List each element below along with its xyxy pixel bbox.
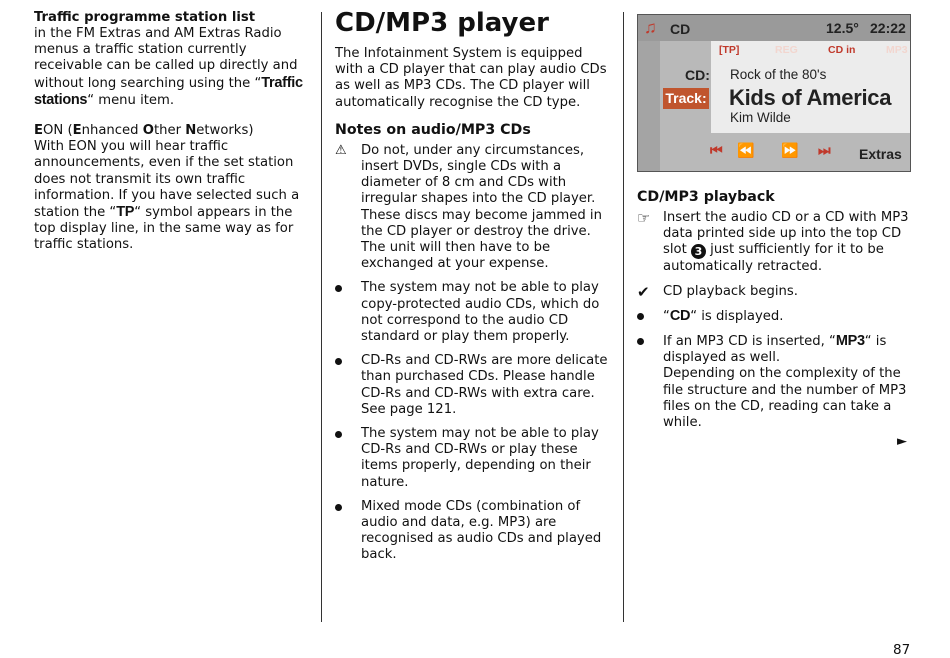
text-run: “ symbol appears in the top display line, in the same way as for traffic stations. bbox=[34, 205, 294, 253]
step-text bbox=[663, 210, 912, 276]
cd-player-display bbox=[637, 14, 911, 172]
result-text: CD playback begins. bbox=[663, 283, 798, 299]
cd-label: CD: bbox=[685, 67, 710, 83]
traffic-stations-label: Traffic stations bbox=[34, 74, 303, 108]
display-temperature: 12.5° bbox=[826, 20, 859, 36]
step-item bbox=[637, 210, 912, 276]
result-item bbox=[637, 284, 912, 300]
text-run: ther bbox=[153, 123, 186, 139]
extras-button[interactable]: Extras bbox=[859, 146, 902, 162]
artist-name: Kim Wilde bbox=[730, 110, 791, 125]
cd-symbol-label: CD bbox=[669, 307, 691, 324]
display-time: 22:22 bbox=[870, 20, 906, 36]
column-divider-left bbox=[321, 12, 322, 622]
bullet-icon bbox=[335, 499, 342, 516]
warning-text: Do not, under any circumstances, insert DVDs, single CDs with a diameter of 8 cm and CDs with irregular shapes into the CD player. These discs may become jammed in the CD player or destroy the drive. The unit will then have to be exchanged at your expense. bbox=[361, 142, 602, 272]
page-number: 87 bbox=[893, 642, 911, 658]
bullet-text bbox=[663, 333, 912, 366]
music-note-icon: ♫ bbox=[644, 18, 657, 37]
status-cd-in: CD in bbox=[828, 44, 856, 56]
bullet-icon bbox=[335, 353, 342, 370]
text-run: Insert the audio CD or a CD with MP3 data printed side up into the top CD slot bbox=[663, 210, 909, 258]
eon-text bbox=[34, 139, 309, 253]
bullet-icon bbox=[637, 308, 644, 325]
bullet-icon bbox=[637, 333, 644, 350]
text-run: “ is displayed as well. bbox=[663, 334, 887, 366]
intro-text: The Infotainment System is equipped with a CD player that can play audio CDs as well as MP3 CDs. The CD player will automatically recognise the CD type. bbox=[335, 46, 607, 110]
text-run: etworks) bbox=[196, 123, 254, 139]
text-run: ON ( bbox=[43, 123, 73, 139]
tp-symbol-label: TP bbox=[116, 204, 135, 221]
warning-item bbox=[335, 143, 610, 273]
display-source: CD bbox=[670, 21, 691, 37]
eon-heading bbox=[34, 123, 309, 139]
right-column bbox=[637, 14, 912, 439]
bullet-text: CD-Rs and CD-RWs are more delicate than purchased CDs. Please handle CD-Rs and CD-RWs with extra care. See page 121. bbox=[361, 353, 608, 417]
status-mp3: MP3 bbox=[886, 44, 908, 56]
hand-pointer-icon: ☞ bbox=[637, 209, 651, 227]
bullet-icon bbox=[335, 280, 342, 297]
text-run: E bbox=[34, 123, 44, 139]
previous-track-icon[interactable]: ⏮ bbox=[710, 142, 721, 158]
warning-icon: ⚠ bbox=[335, 142, 347, 158]
checkmark-icon: ✔ bbox=[637, 282, 650, 301]
status-reg: REG bbox=[775, 44, 798, 56]
text-run: “ menu item. bbox=[87, 92, 175, 108]
text-run: “ is displayed. bbox=[690, 308, 784, 324]
list-item bbox=[335, 353, 610, 418]
text-run: “ bbox=[663, 308, 670, 324]
rewind-icon[interactable]: ⏪ bbox=[737, 142, 753, 158]
list-item bbox=[637, 333, 912, 431]
bullet-text: The system may not be able to play CD-Rs and CD-RWs or play these items properly, depending on their nature. bbox=[361, 426, 599, 490]
album-name: Rock of the 80's bbox=[730, 67, 827, 82]
text-run: N bbox=[185, 123, 197, 139]
traffic-list-text bbox=[34, 26, 309, 109]
text-run: nhanced bbox=[81, 123, 143, 139]
text-run: E bbox=[72, 123, 82, 139]
next-track-icon[interactable]: ⏭ bbox=[818, 142, 829, 158]
text-run: in the FM Extras and AM Extras Radio menus a traffic station currently receivable can be called up directly and without long searching using the “ bbox=[34, 26, 298, 91]
bullet-text: Mixed mode CDs (combination of audio and data, e.g. MP3) are recognised as audio CDs and played back. bbox=[361, 498, 602, 563]
column-divider-right bbox=[623, 12, 624, 622]
middle-column bbox=[335, 8, 610, 572]
mp3-symbol-label: MP3 bbox=[835, 333, 865, 350]
playback-heading: CD/MP3 playback bbox=[637, 189, 775, 205]
list-item bbox=[335, 280, 610, 345]
left-column bbox=[34, 10, 309, 254]
track-label: Track: bbox=[663, 88, 709, 109]
text-run: just sufficiently for it to be automatically retracted. bbox=[663, 242, 884, 275]
next-page-arrow-icon: ► bbox=[897, 434, 907, 449]
list-item bbox=[637, 308, 912, 325]
bullet-text bbox=[663, 308, 912, 325]
slot-number-badge: 3 bbox=[691, 244, 706, 259]
text-run: With EON you will hear traffic announcements, even if the set station does not transmit its own traffic information. If you have selected such a station the “ bbox=[34, 139, 300, 221]
list-item bbox=[335, 426, 610, 491]
notes-heading: Notes on audio/MP3 CDs bbox=[335, 121, 531, 138]
display-left-strip bbox=[638, 41, 660, 171]
bullet-text: The system may not be able to play copy-protected audio CDs, which do not correspond to the audio CD standard or play them properly. bbox=[361, 280, 600, 345]
list-item bbox=[335, 499, 610, 564]
text-run: If an MP3 CD is inserted, “ bbox=[663, 334, 836, 350]
text-run: O bbox=[142, 123, 154, 139]
page-title: CD/MP3 player bbox=[335, 8, 549, 38]
bullet-icon bbox=[335, 426, 342, 443]
fast-forward-icon[interactable]: ⏩ bbox=[781, 142, 797, 158]
traffic-list-heading: Traffic programme station list bbox=[34, 10, 256, 25]
status-tp: [TP] bbox=[719, 44, 740, 56]
track-title: Kids of America bbox=[729, 85, 892, 110]
bullet-text-continued: Depending on the complexity of the file structure and the number of MP3 files on the CD, reading can take a while. bbox=[663, 366, 907, 431]
